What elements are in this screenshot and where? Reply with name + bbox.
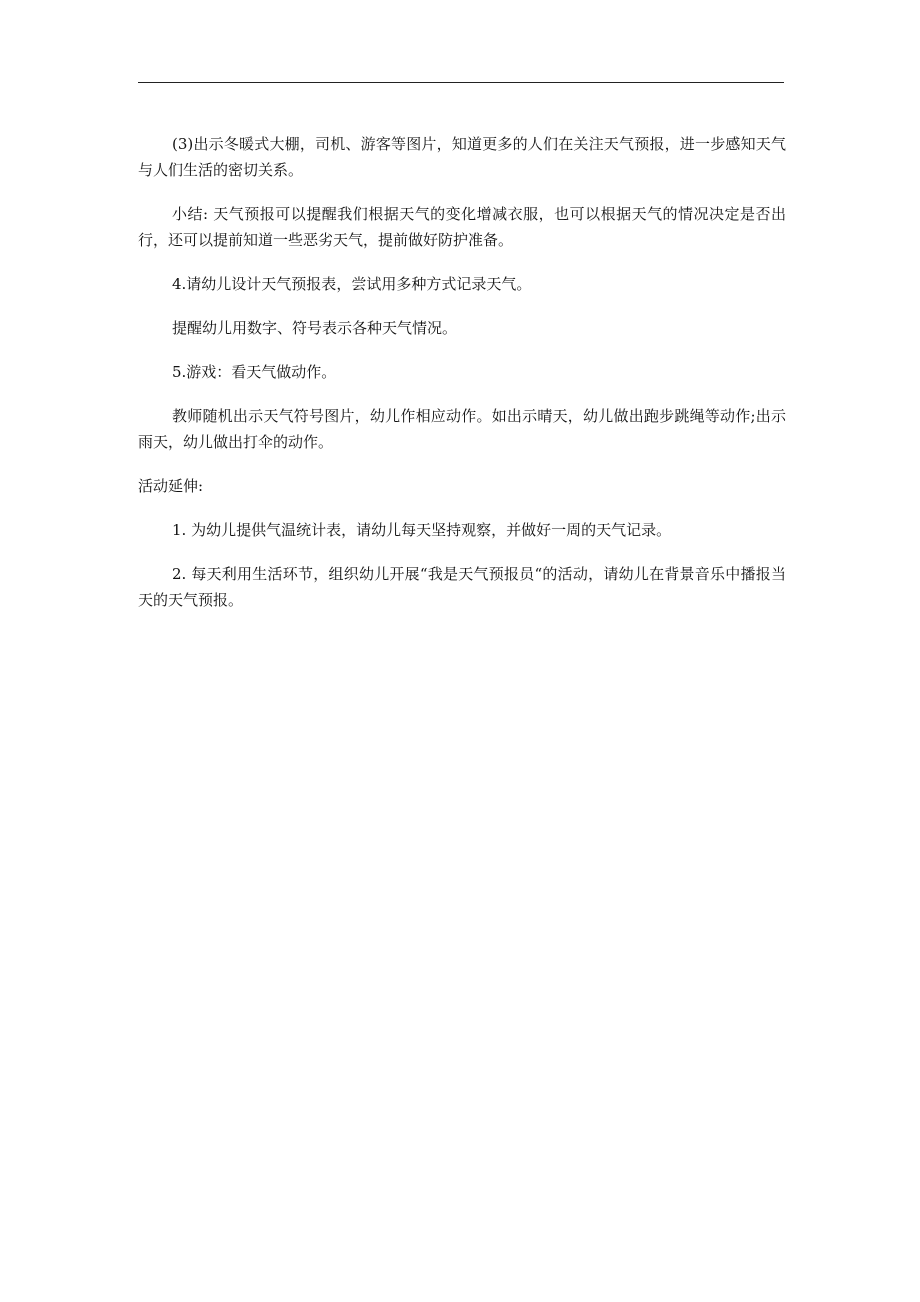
paragraph-extension-1: 1. 为幼儿提供气温统计表，请幼儿每天坚持观察，并做好一周的天气记录。 [172, 521, 672, 539]
header-rule [138, 82, 784, 83]
paragraph-extension-2: 2. 每天利用生活环节，组织幼儿开展“我是天气预报员“的活动，请幼儿在背景音乐中播报当天的天气预报。 [138, 565, 786, 609]
document-body [138, 131, 786, 631]
paragraph-step3-detail: (3)出示冬暖式大棚，司机、游客等图片，知道更多的人们在关注天气预报，进一步感知天气与人们生活的密切关系。 [138, 135, 786, 179]
paragraph-step5: 5.游戏：看天气做动作。 [172, 363, 337, 381]
paragraph-step5-detail: 教师随机出示天气符号图片，幼儿作相应动作。如出示晴天，幼儿做出跑步跳绳等动作;出示雨天，幼儿做出打伞的动作。 [138, 407, 786, 451]
paragraph-summary: 小结: 天气预报可以提醒我们根据天气的变化增减衣服，也可以根据天气的情况决定是否出行，还可以提前知道一些恶劣天气，提前做好防护准备。 [138, 205, 786, 249]
paragraph-step4: 4.请幼儿设计天气预报表，尝试用多种方式记录天气。 [172, 275, 532, 293]
paragraph-step4-reminder: 提醒幼儿用数字、符号表示各种天气情况。 [172, 319, 458, 337]
section-heading-extension: 活动延伸: [138, 477, 204, 495]
